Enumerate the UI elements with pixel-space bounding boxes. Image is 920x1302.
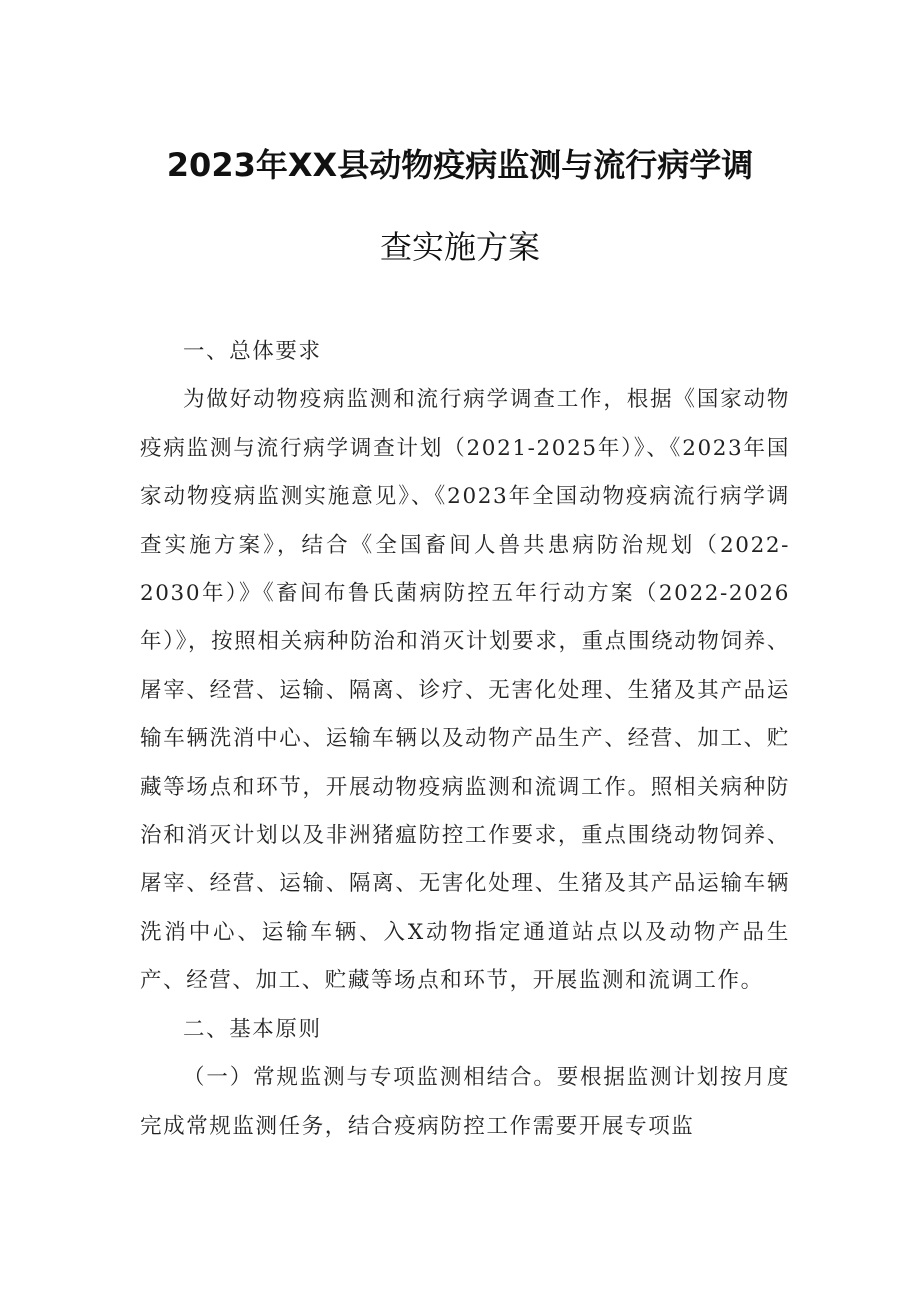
section-heading-basic-principles: 二、基本原则 [183,1016,322,1042]
document-title-line-1: 2023年XX县动物疫病监测与流行病学调 [166,146,754,184]
document-body [140,328,790,1151]
paragraph-general-requirements: 为做好动物疫病监测和流行病学调查工作，根据《国家动物疫病监测与流行病学调查计划（2021-2025年）》、《2023年国家动物疫病监测实施意见》、《2023年全国动物疫病流行病学调查实施方案》，结合《全国畜间人兽共患病防治规划（2022-2030年）》《畜间布鲁氏菌病防控五年行动方案（2022-2026年）》，按照相关病种防治和消灭计划要求，重点围绕动物饲养、屠宰、经营、运输、隔离、诊疗、无害化处理、生猪及其产品运输车辆洗消中心、运输车辆以及动物产品生产、经营、加工、贮藏等场点和环节，开展动物疫病监测和流调工作。照相关病种防治和消灭计划以及非洲猪瘟防控工作要求，重点围绕动物饲养、屠宰、经营、运输、隔离、无害化处理、生猪及其产品运输车辆洗消中心、运输车辆、入X动物指定通道站点以及动物产品生产、经营、加工、贮藏等场点和环节，开展监测和流调工作。 [140,387,790,994]
paragraph-basic-principles-1: （一）常规监测与专项监测相结合。要根据监测计划按月度完成常规监测任务，结合疫病防控工作需要开展专项监 [140,1065,790,1139]
document-title-line-2: 查实施方案 [379,228,540,266]
section-heading-general-requirements: 一、总体要求 [183,339,322,364]
